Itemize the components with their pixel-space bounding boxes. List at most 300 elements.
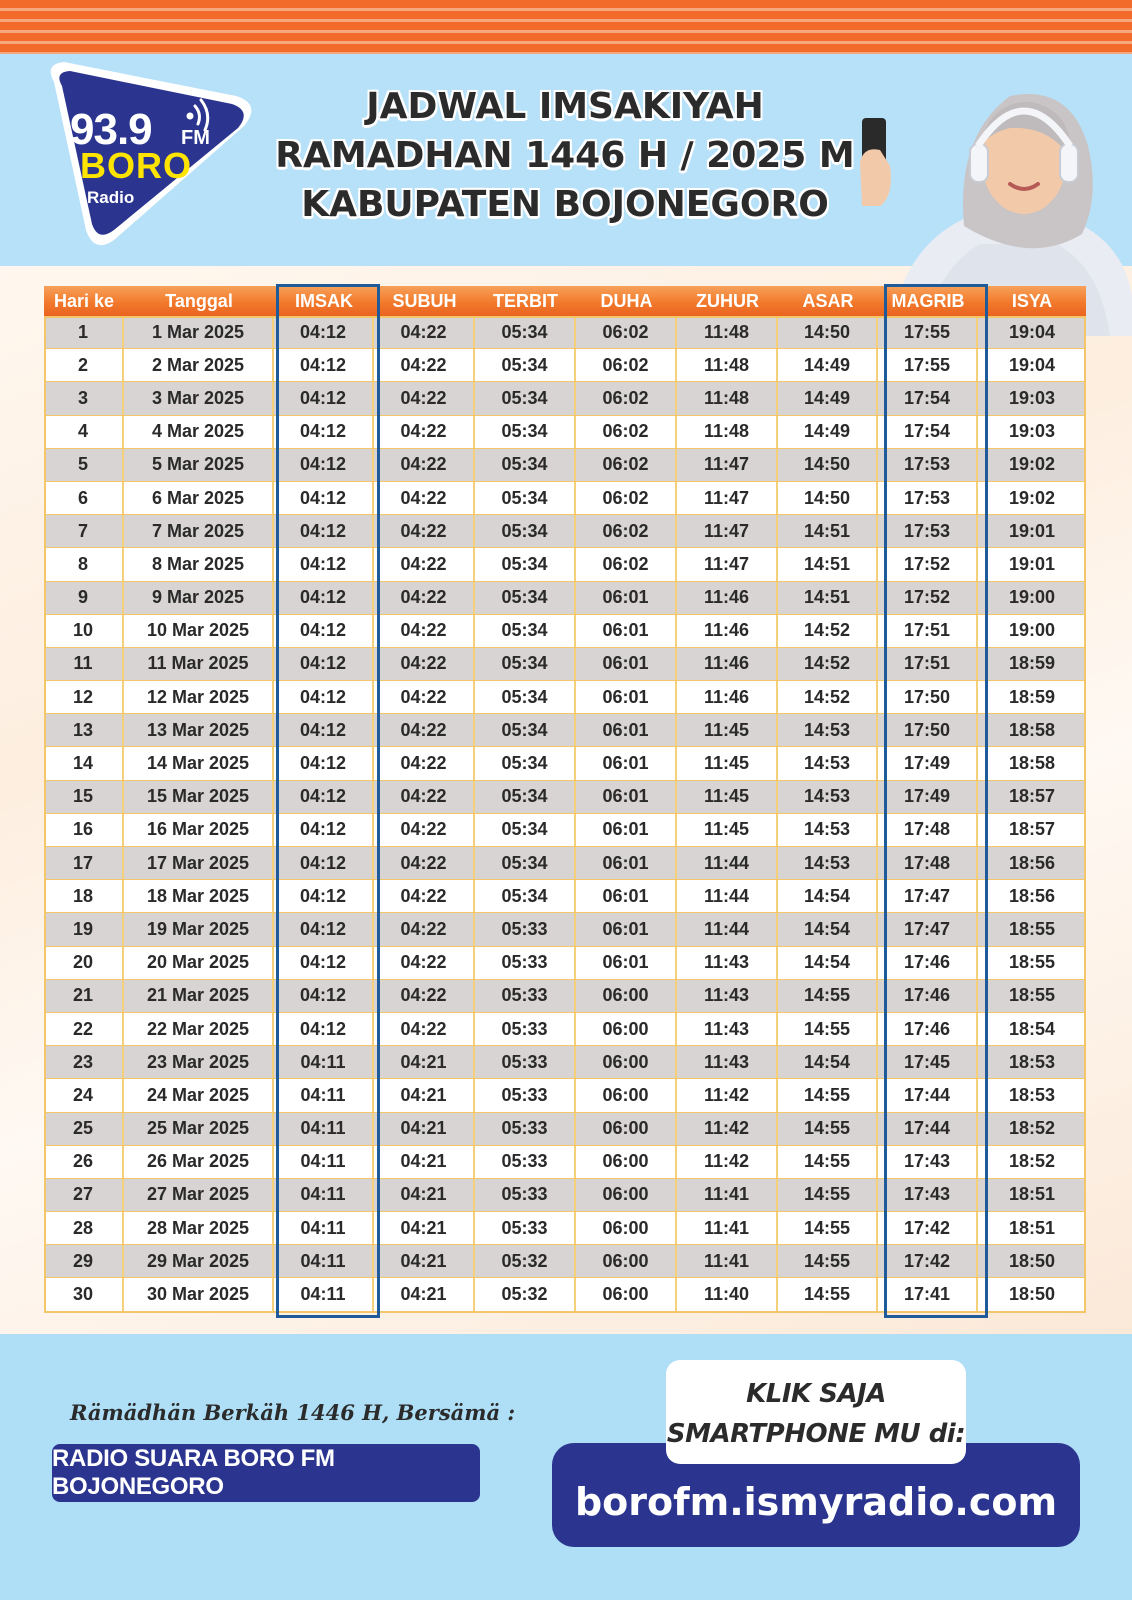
logo-subtitle: Radio [87, 188, 135, 207]
terbit-cell: 05:33 [475, 1013, 576, 1045]
magrib-cell: 17:51 [878, 648, 978, 680]
duha-cell: 06:00 [576, 1113, 677, 1145]
zuhur-cell: 11:43 [677, 1013, 778, 1045]
asar-cell: 14:54 [778, 1046, 878, 1078]
magrib-cell: 17:44 [878, 1113, 978, 1145]
asar-cell: 14:50 [778, 449, 878, 481]
asar-cell: 14:55 [778, 980, 878, 1012]
asar-cell: 14:51 [778, 582, 878, 614]
zuhur-cell: 11:44 [677, 847, 778, 879]
terbit-cell: 05:34 [475, 316, 576, 348]
asar-cell: 14:51 [778, 515, 878, 547]
imsak-cell: 04:12 [274, 847, 374, 879]
isya-cell: 18:53 [1008, 1084, 1056, 1105]
zuhur-cell: 11:45 [677, 714, 778, 746]
day-cell: 2 [44, 349, 124, 381]
imsak-cell: 04:11 [274, 1245, 374, 1277]
terbit-cell: 05:34 [475, 681, 576, 713]
terbit-cell: 05:33 [475, 1046, 576, 1078]
zuhur-cell: 11:44 [677, 880, 778, 912]
terbit-cell: 05:34 [475, 382, 576, 414]
date-cell: 6 Mar 2025 [124, 482, 274, 514]
imsak-cell: 04:12 [274, 482, 374, 514]
isya-cell: 19:03 [1008, 421, 1056, 442]
day-cell: 9 [44, 582, 124, 614]
table-row [44, 648, 1086, 681]
subuh-cell: 04:21 [374, 1146, 475, 1178]
table-row [44, 980, 1086, 1013]
date-cell: 23 Mar 2025 [124, 1046, 274, 1078]
magrib-cell: 17:44 [878, 1079, 978, 1111]
zuhur-cell: 11:42 [677, 1146, 778, 1178]
imsak-cell: 04:12 [274, 880, 374, 912]
date-cell: 25 Mar 2025 [124, 1113, 274, 1145]
magrib-cell: 17:54 [878, 382, 978, 414]
isya-cell: 18:55 [1008, 952, 1056, 973]
logo-name: BORO [80, 145, 192, 186]
date-cell: 8 Mar 2025 [124, 548, 274, 580]
table-row [44, 482, 1086, 515]
table-row [44, 880, 1086, 913]
subuh-cell: 04:22 [374, 382, 475, 414]
magrib-cell: 17:42 [878, 1212, 978, 1244]
subuh-cell: 04:21 [374, 1079, 475, 1111]
date-cell: 5 Mar 2025 [124, 449, 274, 481]
date-cell: 27 Mar 2025 [124, 1179, 274, 1211]
subuh-cell: 04:21 [374, 1212, 475, 1244]
imsak-cell: 04:12 [274, 349, 374, 381]
day-cell: 30 [44, 1278, 124, 1310]
subuh-cell: 04:22 [374, 980, 475, 1012]
cta-line-2: SMARTPHONE MU di: [666, 1419, 966, 1449]
table-row [44, 913, 1086, 946]
call-to-action-box [666, 1360, 966, 1464]
page-title [270, 82, 860, 229]
isya-cell: 18:58 [1008, 719, 1056, 740]
magrib-cell: 17:48 [878, 847, 978, 879]
imsak-cell: 04:12 [274, 980, 374, 1012]
subuh-cell: 04:22 [374, 449, 475, 481]
asar-cell: 14:51 [778, 548, 878, 580]
asar-cell: 14:53 [778, 714, 878, 746]
subuh-cell: 04:22 [374, 548, 475, 580]
day-cell: 21 [44, 980, 124, 1012]
duha-cell: 06:02 [576, 382, 677, 414]
zuhur-cell: 11:42 [677, 1079, 778, 1111]
magrib-cell: 17:43 [878, 1146, 978, 1178]
magrib-cell: 17:46 [878, 980, 978, 1012]
isya-cell: 19:04 [1008, 321, 1056, 342]
isya-cell: 19:00 [1008, 620, 1056, 641]
terbit-cell: 05:34 [475, 648, 576, 680]
zuhur-cell: 11:41 [677, 1245, 778, 1277]
imsak-cell: 04:11 [274, 1046, 374, 1078]
duha-cell: 06:01 [576, 880, 677, 912]
zuhur-cell: 11:46 [677, 582, 778, 614]
day-cell: 8 [44, 548, 124, 580]
magrib-cell: 17:49 [878, 781, 978, 813]
terbit-cell: 05:34 [475, 548, 576, 580]
date-cell: 29 Mar 2025 [124, 1245, 274, 1277]
duha-cell: 06:01 [576, 947, 677, 979]
terbit-cell: 05:34 [475, 814, 576, 846]
terbit-cell: 05:34 [475, 582, 576, 614]
isya-cell: 18:53 [1008, 1051, 1056, 1072]
subuh-cell: 04:22 [374, 349, 475, 381]
imsak-cell: 04:12 [274, 681, 374, 713]
subuh-cell: 04:22 [374, 880, 475, 912]
header-imsak: IMSAK [295, 290, 353, 311]
date-cell: 10 Mar 2025 [124, 615, 274, 647]
duha-cell: 06:00 [576, 980, 677, 1012]
asar-cell: 14:50 [778, 316, 878, 348]
duha-cell: 06:00 [576, 1245, 677, 1277]
day-cell: 17 [44, 847, 124, 879]
isya-cell: 18:51 [1008, 1217, 1056, 1238]
day-cell: 27 [44, 1179, 124, 1211]
asar-cell: 14:53 [778, 814, 878, 846]
date-cell: 24 Mar 2025 [124, 1079, 274, 1111]
date-cell: 28 Mar 2025 [124, 1212, 274, 1244]
imsak-cell: 04:12 [274, 781, 374, 813]
cta-line-1: KLIK SAJA [746, 1379, 886, 1409]
zuhur-cell: 11:48 [677, 349, 778, 381]
imsak-cell: 04:12 [274, 1013, 374, 1045]
duha-cell: 06:00 [576, 1146, 677, 1178]
isya-cell: 19:03 [1008, 387, 1056, 408]
date-cell: 22 Mar 2025 [124, 1013, 274, 1045]
duha-cell: 06:01 [576, 913, 677, 945]
duha-cell: 06:02 [576, 449, 677, 481]
date-cell: 1 Mar 2025 [124, 316, 274, 348]
magrib-cell: 17:47 [878, 880, 978, 912]
asar-cell: 14:52 [778, 681, 878, 713]
table-row [44, 1212, 1086, 1245]
duha-cell: 06:01 [576, 615, 677, 647]
header-isya: ISYA [1011, 290, 1053, 311]
terbit-cell: 05:33 [475, 1146, 576, 1178]
asar-cell: 14:55 [778, 1278, 878, 1310]
subuh-cell: 04:22 [374, 947, 475, 979]
day-cell: 12 [44, 681, 124, 713]
subuh-cell: 04:22 [374, 615, 475, 647]
magrib-cell: 17:53 [878, 449, 978, 481]
header-duha: DUHA [600, 290, 653, 311]
duha-cell: 06:01 [576, 714, 677, 746]
imsak-cell: 04:12 [274, 913, 374, 945]
date-cell: 18 Mar 2025 [124, 880, 274, 912]
asar-cell: 14:52 [778, 615, 878, 647]
imsak-cell: 04:12 [274, 449, 374, 481]
header-terbit: TERBIT [493, 290, 558, 311]
isya-cell: 18:56 [1008, 852, 1056, 873]
zuhur-cell: 11:48 [677, 416, 778, 448]
day-cell: 7 [44, 515, 124, 547]
date-cell: 14 Mar 2025 [124, 747, 274, 779]
day-cell: 18 [44, 880, 124, 912]
duha-cell: 06:01 [576, 681, 677, 713]
magrib-cell: 17:53 [878, 515, 978, 547]
imsak-cell: 04:12 [274, 316, 374, 348]
magrib-cell: 17:51 [878, 615, 978, 647]
duha-cell: 06:02 [576, 548, 677, 580]
subuh-cell: 04:22 [374, 515, 475, 547]
date-cell: 30 Mar 2025 [124, 1278, 274, 1310]
zuhur-cell: 11:47 [677, 482, 778, 514]
duha-cell: 06:00 [576, 1278, 677, 1310]
table-row [44, 781, 1086, 814]
asar-cell: 14:53 [778, 747, 878, 779]
table-body [44, 316, 1086, 1312]
imsak-cell: 04:11 [274, 1179, 374, 1211]
duha-cell: 06:01 [576, 847, 677, 879]
asar-cell: 14:55 [778, 1146, 878, 1178]
asar-cell: 14:55 [778, 1113, 878, 1145]
table-row [44, 1146, 1086, 1179]
table-row [44, 316, 1086, 349]
isya-cell: 18:50 [1008, 1284, 1056, 1305]
header-hari-ke: Hari ke [53, 290, 115, 311]
imsak-cell: 04:11 [274, 1113, 374, 1145]
asar-cell: 14:50 [778, 482, 878, 514]
table-row [44, 681, 1086, 714]
table-row [44, 814, 1086, 847]
asar-cell: 14:54 [778, 947, 878, 979]
table-row [44, 416, 1086, 449]
magrib-cell: 17:55 [878, 316, 978, 348]
zuhur-cell: 11:43 [677, 1046, 778, 1078]
header-magrib: MAGRIB [891, 290, 965, 311]
date-cell: 2 Mar 2025 [124, 349, 274, 381]
imsak-cell: 04:12 [274, 714, 374, 746]
table-row [44, 349, 1086, 382]
isya-cell: 18:52 [1008, 1151, 1056, 1172]
terbit-cell: 05:34 [475, 349, 576, 381]
terbit-cell: 05:32 [475, 1278, 576, 1310]
table-row [44, 1245, 1086, 1278]
terbit-cell: 05:34 [475, 714, 576, 746]
isya-cell: 18:54 [1008, 1018, 1056, 1039]
magrib-cell: 17:50 [878, 681, 978, 713]
table-row [44, 1046, 1086, 1079]
date-cell: 12 Mar 2025 [124, 681, 274, 713]
subuh-cell: 04:21 [374, 1179, 475, 1211]
zuhur-cell: 11:43 [677, 980, 778, 1012]
magrib-cell: 17:48 [878, 814, 978, 846]
table-row [44, 747, 1086, 780]
day-cell: 14 [44, 747, 124, 779]
imsak-cell: 04:12 [274, 582, 374, 614]
zuhur-cell: 11:44 [677, 913, 778, 945]
table-header-row [44, 286, 1086, 316]
terbit-cell: 05:33 [475, 980, 576, 1012]
terbit-cell: 05:34 [475, 880, 576, 912]
date-cell: 13 Mar 2025 [124, 714, 274, 746]
isya-cell: 19:04 [1008, 354, 1056, 375]
station-name: RADIO SUARA BORO FM BOJONEGORO [52, 1445, 335, 1500]
table-row [44, 582, 1086, 615]
day-cell: 22 [44, 1013, 124, 1045]
zuhur-cell: 11:45 [677, 781, 778, 813]
zuhur-cell: 11:45 [677, 747, 778, 779]
date-cell: 17 Mar 2025 [124, 847, 274, 879]
imsak-cell: 04:11 [274, 1278, 374, 1310]
duha-cell: 06:01 [576, 781, 677, 813]
asar-cell: 14:52 [778, 648, 878, 680]
duha-cell: 06:01 [576, 747, 677, 779]
isya-cell: 18:59 [1008, 686, 1056, 707]
zuhur-cell: 11:47 [677, 515, 778, 547]
header-tanggal: Tanggal [165, 290, 233, 311]
terbit-cell: 05:34 [475, 747, 576, 779]
imsak-cell: 04:12 [274, 615, 374, 647]
magrib-cell: 17:45 [878, 1046, 978, 1078]
day-cell: 5 [44, 449, 124, 481]
subuh-cell: 04:22 [374, 316, 475, 348]
zuhur-cell: 11:46 [677, 615, 778, 647]
subuh-cell: 04:22 [374, 681, 475, 713]
day-cell: 20 [44, 947, 124, 979]
header-asar: ASAR [802, 290, 854, 311]
date-cell: 15 Mar 2025 [124, 781, 274, 813]
date-cell: 19 Mar 2025 [124, 913, 274, 945]
asar-cell: 14:49 [778, 416, 878, 448]
duha-cell: 06:01 [576, 582, 677, 614]
table-row [44, 1079, 1086, 1112]
duha-cell: 06:02 [576, 349, 677, 381]
table-row [44, 548, 1086, 581]
isya-cell: 18:56 [1008, 885, 1056, 906]
table-row [44, 449, 1086, 482]
title-line-1: JADWAL IMSAKIYAH [366, 86, 764, 127]
terbit-cell: 05:32 [475, 1245, 576, 1277]
subuh-cell: 04:22 [374, 482, 475, 514]
subuh-cell: 04:21 [374, 1278, 475, 1310]
table-row [44, 714, 1086, 747]
duha-cell: 06:02 [576, 515, 677, 547]
subuh-cell: 04:21 [374, 1046, 475, 1078]
station-badge [52, 1444, 480, 1502]
duha-cell: 06:02 [576, 416, 677, 448]
terbit-cell: 05:33 [475, 913, 576, 945]
zuhur-cell: 11:48 [677, 316, 778, 348]
subuh-cell: 04:22 [374, 416, 475, 448]
isya-cell: 18:52 [1008, 1118, 1056, 1139]
date-cell: 26 Mar 2025 [124, 1146, 274, 1178]
isya-cell: 18:59 [1008, 653, 1056, 674]
day-cell: 26 [44, 1146, 124, 1178]
day-cell: 15 [44, 781, 124, 813]
magrib-cell: 17:43 [878, 1179, 978, 1211]
asar-cell: 14:54 [778, 880, 878, 912]
isya-cell: 18:58 [1008, 753, 1056, 774]
day-cell: 25 [44, 1113, 124, 1145]
duha-cell: 06:02 [576, 482, 677, 514]
day-cell: 3 [44, 382, 124, 414]
terbit-cell: 05:34 [475, 515, 576, 547]
isya-cell: 19:02 [1008, 487, 1056, 508]
header-zuhur: ZUHUR [696, 290, 759, 311]
title-line-2: RAMADHAN 1446 H / 2025 M [275, 135, 855, 176]
terbit-cell: 05:34 [475, 416, 576, 448]
subuh-cell: 04:22 [374, 648, 475, 680]
isya-cell: 18:51 [1008, 1184, 1056, 1205]
terbit-cell: 05:34 [475, 615, 576, 647]
zuhur-cell: 11:46 [677, 648, 778, 680]
asar-cell: 14:49 [778, 349, 878, 381]
isya-cell: 19:01 [1008, 520, 1056, 541]
table-row [44, 382, 1086, 415]
isya-cell: 18:55 [1008, 918, 1056, 939]
zuhur-cell: 11:46 [677, 681, 778, 713]
day-cell: 6 [44, 482, 124, 514]
terbit-cell: 05:33 [475, 947, 576, 979]
subuh-cell: 04:22 [374, 913, 475, 945]
asar-cell: 14:49 [778, 382, 878, 414]
subuh-cell: 04:22 [374, 847, 475, 879]
subuh-cell: 04:22 [374, 781, 475, 813]
table-row [44, 615, 1086, 648]
zuhur-cell: 11:47 [677, 449, 778, 481]
website-url[interactable]: borofm.ismyradio.com [574, 1480, 1058, 1524]
table-row [44, 1179, 1086, 1212]
date-cell: 3 Mar 2025 [124, 382, 274, 414]
subuh-cell: 04:21 [374, 1113, 475, 1145]
day-cell: 28 [44, 1212, 124, 1244]
magrib-cell: 17:53 [878, 482, 978, 514]
isya-cell: 18:55 [1008, 985, 1056, 1006]
day-cell: 10 [44, 615, 124, 647]
day-cell: 24 [44, 1079, 124, 1111]
logo-band: FM [181, 127, 210, 149]
table-row [44, 1113, 1086, 1146]
magrib-cell: 17:52 [878, 582, 978, 614]
table-row [44, 1278, 1086, 1311]
schedule-table [44, 286, 1086, 1312]
asar-cell: 14:55 [778, 1245, 878, 1277]
imsak-cell: 04:11 [274, 1079, 374, 1111]
asar-cell: 14:55 [778, 1212, 878, 1244]
imsak-cell: 04:12 [274, 947, 374, 979]
terbit-cell: 05:33 [475, 1079, 576, 1111]
magrib-cell: 17:50 [878, 714, 978, 746]
terbit-cell: 05:34 [475, 449, 576, 481]
zuhur-cell: 11:41 [677, 1179, 778, 1211]
table-row [44, 1013, 1086, 1046]
logo-frequency: 93.9 [70, 105, 152, 154]
table-row [44, 515, 1086, 548]
date-cell: 11 Mar 2025 [124, 648, 274, 680]
table-row [44, 947, 1086, 980]
isya-cell: 18:57 [1008, 786, 1056, 807]
subuh-cell: 04:22 [374, 582, 475, 614]
day-cell: 19 [44, 913, 124, 945]
isya-cell: 19:02 [1008, 454, 1056, 475]
magrib-cell: 17:42 [878, 1245, 978, 1277]
imsak-cell: 04:12 [274, 382, 374, 414]
zuhur-cell: 11:43 [677, 947, 778, 979]
isya-cell: 18:57 [1008, 819, 1056, 840]
duha-cell: 06:00 [576, 1179, 677, 1211]
zuhur-cell: 11:41 [677, 1212, 778, 1244]
imsak-cell: 04:12 [274, 515, 374, 547]
subuh-cell: 04:22 [374, 814, 475, 846]
imsak-cell: 04:11 [274, 1212, 374, 1244]
asar-cell: 14:53 [778, 847, 878, 879]
imsak-cell: 04:12 [274, 548, 374, 580]
imsak-cell: 04:12 [274, 648, 374, 680]
day-cell: 13 [44, 714, 124, 746]
